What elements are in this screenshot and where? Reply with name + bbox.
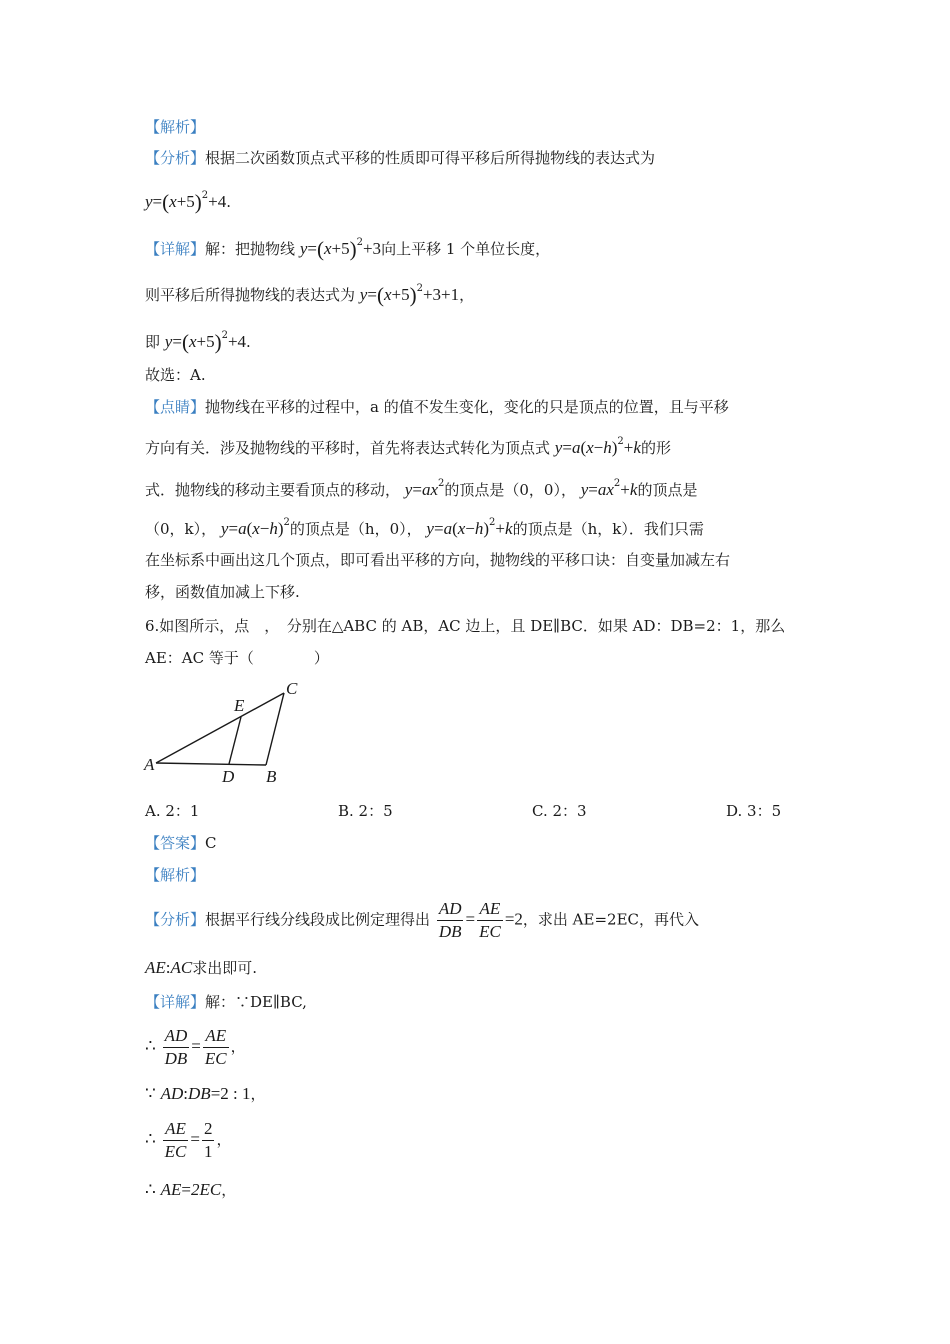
triangle-figure [138, 676, 318, 792]
segment-de [229, 717, 241, 764]
analysis-heading-2: 【解析】 [145, 866, 206, 884]
step-1: ∴ $\frac{AD}{DB}$ = $\frac{AE}{EC}$ ， [145, 1026, 246, 1068]
comment-line-3: 式．抛物线的移动主要看顶点的移动， $y=ax^2$的顶点是（0，0）， $y=ax^2+k$的顶点是 [145, 478, 698, 499]
option-c: C. 2：3 [532, 802, 587, 820]
label-b: B [266, 767, 277, 786]
question-6-stem-2: AE：AC 等于（ ） [145, 649, 329, 667]
comment-line-2: 方向有关．涉及抛物线的平移时，首先将表达式转化为顶点式 $y=a(x-h)^2+k$的形 [145, 436, 671, 457]
detail-line-q6: 【详解】解：∵DE∥BC, [145, 993, 307, 1011]
fraction-ad-db: $\frac{AD}{DB}$ [164, 1026, 188, 1068]
formula-line: $y=(x+5)^2+4$. [145, 190, 232, 214]
detail-line-2: 则平移后所得抛物线的表达式为 $y=(x+5)^2+3+1$， [145, 283, 475, 307]
fraction-ae-ec: $\frac{AE}{EC}$ [479, 899, 501, 941]
label-d: D [222, 767, 235, 786]
step-3: ∴ $\frac{AE}{EC}$ = $\frac{2}{1}$ ， [145, 1119, 232, 1161]
fraction-ad-db: $\frac{AD}{DB}$ [438, 899, 462, 941]
analysis-line-2: 【分析】根据平行线分线段成比例定理得出 $\frac{AD}{DB}$ = $\frac{AE}{EC}$ =2，求出 AE=2EC，再代入 [145, 899, 699, 941]
detail-line-3: 即 $y=(x+5)^2+4$. [145, 330, 251, 354]
comment-line-6: 移，函数值加减上下移. [145, 583, 300, 601]
label-a: A [144, 755, 155, 774]
side-ab [156, 763, 266, 765]
choice-line: 故选：A. [145, 366, 206, 384]
option-b: B. 2：5 [338, 802, 393, 820]
comment-line-4: （0，k）， $y=a(x-h)^2$的顶点是（h，0）， $y=a(x-h)^2+k$的顶点是（h，k）．我们只需 [145, 517, 704, 538]
fraction-2-1: $\frac{2}{1}$ [203, 1119, 213, 1161]
comment-line-1: 【点睛】抛物线在平移的过程中，a 的值不发生变化，变化的只是顶点的位置，且与平移 [145, 398, 729, 416]
side-ac [156, 693, 284, 763]
option-d: D. 3：5 [726, 802, 782, 820]
label-c: C [286, 679, 298, 698]
detail-line-1: 【详解】解：把抛物线 $y=(x+5)^2+3$向上平移 1 个单位长度， [145, 237, 551, 261]
analysis-heading: 【解析】 [145, 118, 206, 136]
option-a: A. 2：1 [145, 802, 200, 820]
step-2: ∵ AD:DB=2 : 1， [145, 1084, 266, 1103]
fraction-ae-ec: $\frac{AE}{EC}$ [164, 1119, 187, 1161]
analysis-line-3: AE:AC求出即可. [145, 958, 258, 977]
question-6-stem: 6.如图所示，点 ， 分别在△ABC 的 AB，AC 边上，且 DE∥BC．如果 AD：DB=2：1，那么 [145, 617, 786, 635]
comment-line-5: 在坐标系中画出这几个顶点，即可看出平移的方向，抛物线的平移口诀：自变量加减左右 [145, 551, 731, 569]
side-bc [266, 693, 284, 765]
answer-line: 【答案】C [145, 834, 217, 852]
step-4: ∴ AE=2EC， [145, 1180, 237, 1199]
analysis-line: 【分析】根据二次函数顶点式平移的性质即可得平移后所得抛物线的表达式为 [145, 149, 656, 167]
label-e: E [234, 696, 245, 715]
fraction-ae-ec: $\frac{AE}{EC}$ [204, 1026, 227, 1068]
